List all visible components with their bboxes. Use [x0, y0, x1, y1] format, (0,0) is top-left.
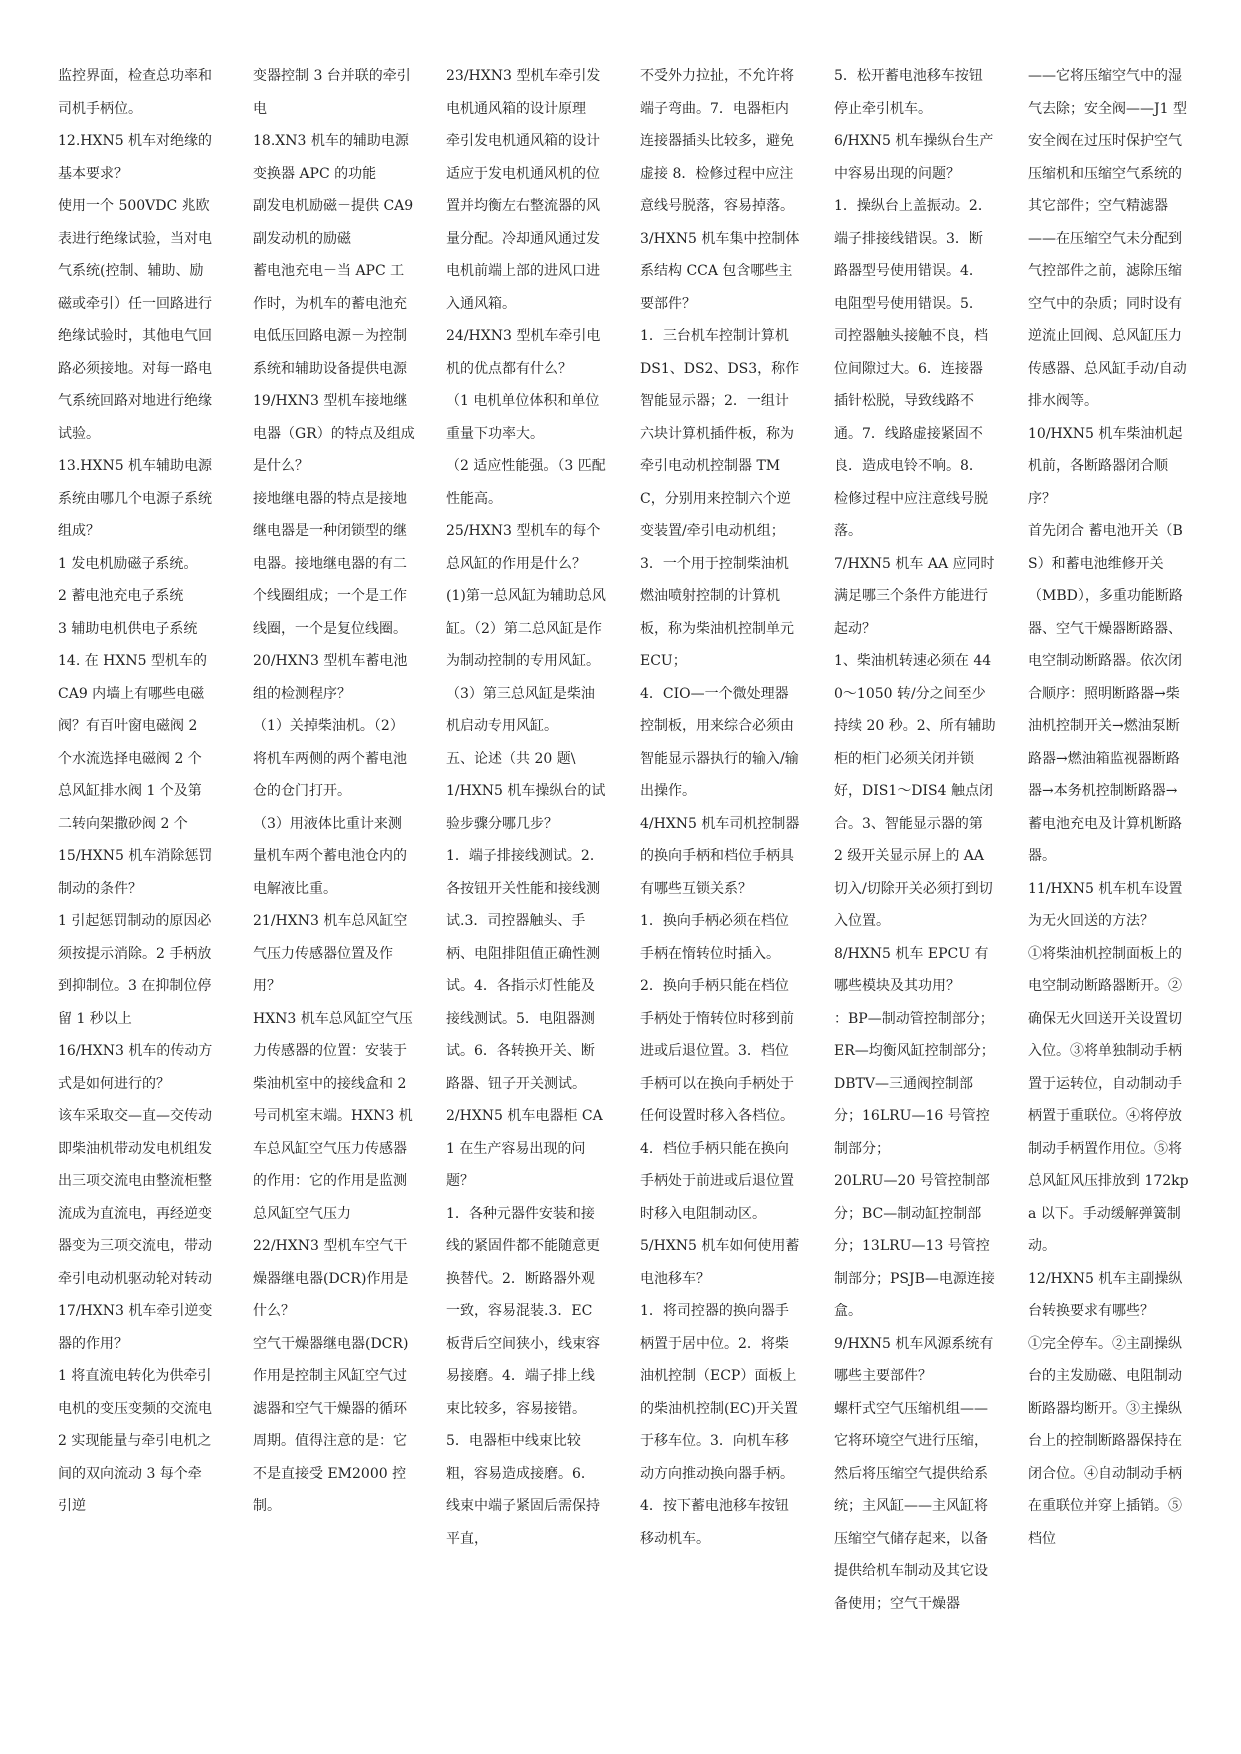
- paragraph: 1/HXN5 机车操纵台的试验步骤分哪几步？: [446, 783, 606, 832]
- paragraph: 4/HXN5 机车司机控制器的换向手柄和档位手柄具有哪些互锁关系？: [640, 815, 800, 897]
- paragraph: 12.HXN5 机车对绝缘的基本要求？: [58, 133, 213, 182]
- paragraph: 该车采取交—直—交传动即柴油机带动发电机组发出三项交流电由整流柜整流成为直流电，再经逆变器变为三项交流电，带动牵引电动机驱动轮对转动: [58, 1108, 212, 1287]
- paragraph: （1 电机单位体积和单位重量下功率大。: [446, 393, 600, 442]
- paragraph: 4．CIO—一个微处理器控制板，用来综合必须由智能显示器执行的输入/输出操作。: [640, 685, 799, 799]
- paragraph: 24/HXN3 型机车牵引电机的优点都有什么？: [446, 328, 601, 377]
- paragraph: 6/HXN5 机车操纵台生产中容易出现的问题？: [834, 133, 994, 182]
- text-column-4: [640, 60, 802, 1555]
- text-column-5: [834, 60, 996, 1620]
- text-column-3: [446, 60, 608, 1555]
- paragraph: 22/HXN3 型机车空气干燥器继电器(DCR)作用是什么？: [253, 1238, 409, 1319]
- paragraph: 1 引起惩罚制动的原因必须按提示消除。2 手柄放到抑制位。3 在抑制位停留 1 秒以上: [58, 913, 212, 1027]
- paragraph: 5/HXN5 机车如何使用蓄电池移车？: [640, 1238, 800, 1287]
- paragraph: 2/HXN5 机车电器柜 CA1 在生产容易出现的问题？: [446, 1108, 603, 1189]
- paragraph: （1）关掉柴油机。（2）将机车两侧的两个蓄电池仓的仓门打开。: [253, 718, 407, 799]
- paragraph: 螺杆式空气压缩机组——它将环境空气进行压缩，然后将压缩空气提供给系统；主风缸——主风缸将压缩空气储存起来，以备提供给机车制动及其它设备使用；空气干燥器: [834, 1400, 988, 1612]
- paragraph: HXN3 机车总风缸空气压力传感器的位置：安装于柴油机室中的接线盒和 2 号司机室末端。HXN3 机车总风缸空气压力传感器的作用：它的作用是监测总风缸空气压力: [253, 1010, 413, 1222]
- paragraph: 2 蓄电池充电子系统: [58, 588, 184, 604]
- paragraph: 1．端子排接线测试。2．各按钮开关性能和接线测试.3．司控器触头、手柄、电阻排阻值正确性测试。4．各指示灯性能及接线测试。5．电阻器测试。6．各转换开关、断路器、钮子开关测试。: [446, 848, 604, 1092]
- paragraph: 不受外力拉扯，不允许将端子弯曲。7．电器柜内连接器插头比较多，避免虚接 8．检修过程中应注意线号脱落，容易掉落。: [640, 68, 794, 214]
- text-column-1: [58, 60, 214, 1523]
- text-column-2: [253, 60, 415, 1523]
- paragraph: 20/HXN3 型机车蓄电池组的检测程序？: [253, 653, 408, 702]
- paragraph: 5．松开蓄电池移车按钮停止牵引机车。: [834, 68, 983, 117]
- paragraph: 17/HXN3 机车牵引逆变器的作用？: [58, 1303, 213, 1352]
- paragraph: 16/HXN3 机车的传动方式是如何进行的？: [58, 1043, 213, 1092]
- paragraph: ：BP—制动管控制部分；ER—均衡风缸控制部分；DBTV—三通阀控制部分；16LRU—16 号管控制部分；: [834, 1010, 995, 1157]
- paragraph: 1．三台机车控制计算机 DS1、DS2、DS3，称作智能显示器；2．一组计六块计算机插件板，称为牵引电动机控制器 TMC，分别用来控制六个逆变装置/牵引电动机组；3．一个用于控制柴油机燃油喷射控制的计算机板，称为柴油机控制单元 ECU；: [640, 328, 800, 669]
- paragraph: 接地继电器的特点是接地继电器是一种闭锁型的继电器。接地继电器的有二个线圈组成；一个是工作线圈，一个是复位线圈。: [253, 490, 407, 637]
- paragraph: 20LRU—20 号管控制部分；BC—制动缸控制部分；13LRU—13 号管控制部分；PSJB—电源连接盒。: [834, 1173, 995, 1319]
- paragraph: 3 辅助电机供电子系统: [58, 620, 198, 637]
- paragraph: 15/HXN5 机车消除惩罚制动的条件？: [58, 848, 213, 897]
- paragraph: ①将柴油机控制面板上的电空制动断路器断开。②确保无火回送开关设置切入位。③将单独制动手柄置于运转位，自动制动手柄置于重联位。④将停放制动手柄置作用位。⑤将总风缸风压排放到 172kpa 以下。手动缓解弹簧制动。: [1028, 945, 1189, 1254]
- paragraph: 11/HXN5 机车机车设置为无火回送的方法？: [1028, 880, 1183, 929]
- paragraph: 1 将直流电转化为供牵引电机的变压变频的交流电 2 实现能量与牵引电机之间的双向流动 3 每个牵引逆: [58, 1368, 212, 1514]
- paragraph: 蓄电池充电－当 APC 工作时，为机车的蓄电池充电低压回路电源－为控制系统和辅助设备提供电源: [253, 263, 407, 377]
- paragraph: ①完全停车。②主副操纵台的主发励磁、电阻制动断路器均断开。③主操纵台上的控制断路器保持在闭合位。④自动制动手柄在重联位并穿上插销。⑤档位: [1028, 1335, 1182, 1547]
- text-column-6: [1028, 60, 1190, 1555]
- paragraph: 1．各种元器件安装和接线的紧固件都不能随意更换替代。2．断路器外观一致，容易混装.3．EC 板背后空间狭小，线束容易接磨。4．端子排上线束比较多，容易接错。5．电器柜中线束比较粗，容易造成接磨。6．线束中端子紧固后需保持平直，: [446, 1205, 600, 1547]
- paragraph: 1 发电机励磁子系统。: [58, 555, 198, 572]
- paragraph: 五、论述（共 20 题\: [446, 750, 576, 767]
- paragraph: 1、柴油机转速必须在 440～1050 转/分之间至少持续 20 秒。2、所有辅助柜的柜门必须关闭并锁好，DIS1～DIS4 触点闭合。3、智能显示器的第 2 级开关显示屏上的 AA 切入/切除开关必须打到切入位置。: [834, 653, 996, 929]
- paragraph: 使用一个 500VDC 兆欧表进行绝缘试验，当对电气系统(控制、辅助、励磁或牵引）任一回路进行绝缘试验时，其他电气回路必须接地。对每一路电气系统回路对地进行绝缘试验。: [58, 198, 212, 442]
- paragraph: 1．将司控器的换向器手柄置于居中位。2．将柴油机控制（ECP）面板上的柴油机控制(EC)开关置于移车位。3．向机车移动方向推动换向器手柄。4．按下蓄电池移车按钮移动机车。: [640, 1303, 798, 1547]
- paragraph: 监控界面，检查总功率和司机手柄位。: [58, 68, 212, 117]
- paragraph: 空气干燥器继电器(DCR)作用是控制主风缸空气过滤器和空气干燥器的循环周期。值得注意的是：它不是直接受 EM2000 控制。: [253, 1335, 409, 1514]
- paragraph: ——它将压缩空气中的湿气去除；安全阀——J1 型安全阀在过压时保护空气压缩机和压缩空气系统的其它部件；空气精滤器——在压缩空气未分配到气控部件之前，滤除压缩空气中的杂质；同时设有逆流止回阀、总风缸压力传感器、总风缸手动/自动排水阀等。: [1028, 68, 1187, 409]
- paragraph: 10/HXN5 机车柴油机起机前，各断路器闭合顺序？: [1028, 425, 1183, 507]
- paragraph: 9/HXN5 机车风源系统有哪些主要部件？: [834, 1335, 994, 1384]
- paragraph: 14. 在 HXN5 型机车的 CA9 内墙上有哪些电磁阀？有百叶窗电磁阀 2 个水流选择电磁阀 2 个总风缸排水阀 1 个及第二转向架撒砂阀 2 个: [58, 653, 207, 832]
- paragraph: 首先闭合 蓄电池开关（BS）和蓄电池维修开关（MBD），多重功能断路器、空气干燥器断路器、电空制动断路器。依次闭合顺序：照明断路器→柴油机控制开关→燃油泵断路器→燃油箱监视器断路器→本务机控制断路器→蓄电池充电及计算机断路器。: [1028, 523, 1183, 864]
- paragraph: (1)第一总风缸为辅助总风缸。（2）第二总风缸是作为制动控制的专用风缸。（3）第三总风缸是柴油机启动专用风缸。: [446, 588, 606, 734]
- paragraph: 13.HXN5 机车辅助电源系统由哪几个电源子系统组成？: [58, 458, 213, 539]
- paragraph: 23/HXN3 型机车牵引发电机通风箱的设计原理: [446, 68, 601, 117]
- paragraph: 19/HXN3 型机车接地继电器（GR）的特点及组成是什么？: [253, 393, 415, 474]
- paragraph: 12/HXN5 机车主副操纵台转换要求有哪些？: [1028, 1270, 1183, 1319]
- paragraph: 21/HXN3 机车总风缸空气压力传感器位置及作用？: [253, 913, 408, 994]
- paragraph: 牵引发电机通风箱的设计适应于发电机通风机的位置并均衡左右整流器的风量分配。冷却通风通过发电机前端上部的进风口进入通风箱。: [446, 133, 600, 312]
- paragraph: 1．换向手柄必须在档位手柄在惰转位时插入。2．换向手柄只能在档位手柄处于惰转位时移到前进或后退位置。3．档位手柄可以在换向手柄处于任何设置时移入各档位。4．档位手柄只能在换向手柄处于前进或后退位置时移入电阻制动区。: [640, 913, 794, 1222]
- paragraph: 3/HXN5 机车集中控制体系结构 CCA 包含哪些主要部件？: [640, 230, 800, 312]
- paragraph: 18.XN3 机车的辅助电源变换器 APC 的功能: [253, 133, 409, 182]
- paragraph: 变器控制 3 台并联的牵引电: [253, 68, 411, 117]
- paragraph: 8/HXN5 机车 EPCU 有哪些模块及其功用？: [834, 945, 989, 994]
- paragraph: （2 适应性能强。（3 匹配性能高。: [446, 458, 606, 507]
- paragraph: （3）用液体比重计来测量机车两个蓄电池仓内的电解液比重。: [253, 815, 407, 897]
- paragraph: 7/HXN5 机车 AA 应同时满足哪三个条件方能进行起动？: [834, 555, 995, 637]
- paragraph: 1．操纵台上盖振动。2．端子排接线错误。3．断路器型号使用错误。4．电阻型号使用错误。5．司控器触头接触不良，档位间隙过大。6．连接器插针松脱，导致线路不通。7．线路虚接紧固不良．造成电铃不响。8．检修过程中应注意线号脱落。: [834, 198, 992, 539]
- paragraph: 副发电机励磁－提供 CA9 副发动机的励磁: [253, 198, 414, 247]
- paragraph: 25/HXN3 型机车的每个总风缸的作用是什么？: [446, 523, 601, 572]
